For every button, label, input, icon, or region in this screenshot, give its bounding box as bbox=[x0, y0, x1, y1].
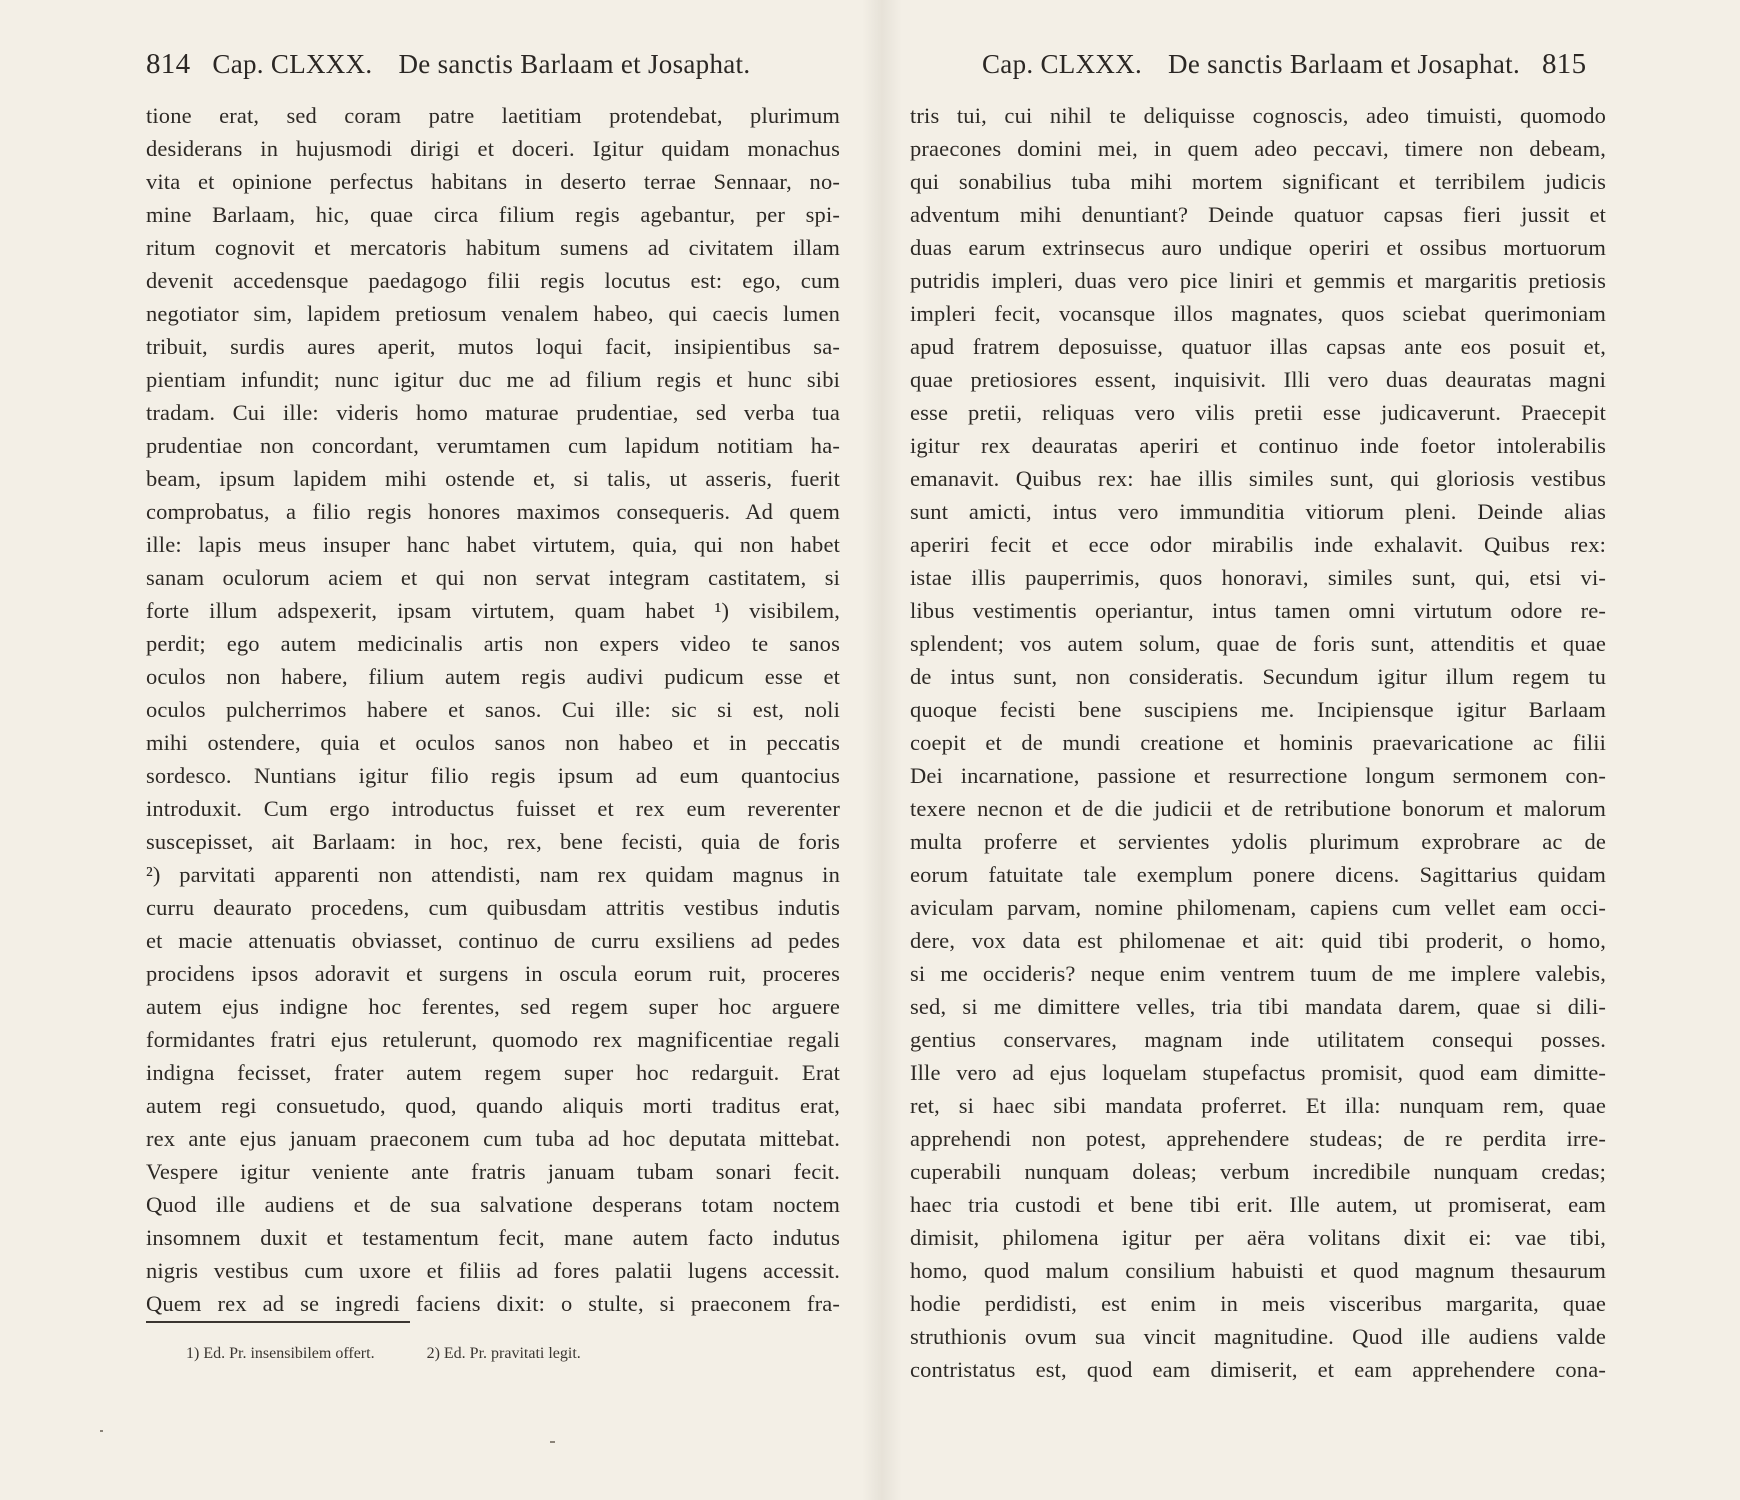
right-text-line: de intus sunt, non consideratis. Secundum igitur illum regem tu bbox=[910, 664, 1606, 689]
left-text-line: negotiator sim, lapidem pretiosum venalem habeo, qui caecis lumen bbox=[146, 301, 840, 326]
right-text-line: tris tui, cui nihil te deliquisse cognoscis, adeo timuisti, quomodo bbox=[910, 103, 1606, 128]
footnotes bbox=[186, 1345, 633, 1363]
left-text-line: autem ejus indigne hoc ferentes, sed regem super hoc arguere bbox=[146, 994, 840, 1019]
left-text-line: pientiam infundit; nunc igitur duc me ad filium regis et hunc sibi bbox=[146, 367, 840, 392]
left-text-line: oculos pulcherrimos habere et sanos. Cui ille: sic si est, noli bbox=[146, 697, 840, 722]
right-text-line: putridis impleri, duas vero pice liniri et gemmis et margaritis pretiosis bbox=[910, 268, 1606, 293]
left-text-line: introduxit. Cum ergo introductus fuisset et rex eum reverenter bbox=[146, 796, 840, 821]
right-text-line: homo, quod malum consilium habuisti et quod magnum thesaurum bbox=[910, 1258, 1606, 1283]
left-running-header bbox=[146, 48, 750, 81]
print-speck bbox=[100, 1430, 103, 1432]
right-text-line: texere necnon et de die judicii et de retributione bonorum et malorum bbox=[910, 796, 1606, 821]
left-body-text bbox=[146, 99, 840, 1320]
right-text-line: esse pretii, reliquas vero vilis pretii esse judicaverunt. Praecepit bbox=[910, 400, 1606, 425]
left-text-line: oculos non habere, filium autem regis audivi pudicum esse et bbox=[146, 664, 840, 689]
left-text-line: mihi ostendere, quia et oculos sanos non habeo et in peccatis bbox=[146, 730, 840, 755]
right-text-line: cuperabili nunquam doleas; verbum incredibile nunquam credas; bbox=[910, 1159, 1606, 1184]
right-chapter-title: De sanctis Barlaam et Josaphat. bbox=[1168, 49, 1520, 79]
left-text-line: ritum cognovit et mercatoris habitum sumens ad civitatem illam bbox=[146, 235, 840, 260]
right-text-line: impleri fecit, vocansque illos magnates, quos sciebat querimoniam bbox=[910, 301, 1606, 326]
right-text-line: multa proferre et servientes ydolis plurimum exprobrare ac de bbox=[910, 829, 1606, 854]
right-text-line: coepit et de mundi creatione et hominis praevaricatione ac filii bbox=[910, 730, 1606, 755]
left-text-line: indigna fecisset, frater autem regem super hoc redarguit. Erat bbox=[146, 1060, 840, 1085]
right-text-line: adventum mihi denuntiant? Deinde quatuor capsas fieri jussit et bbox=[910, 202, 1606, 227]
right-running-header bbox=[982, 48, 1586, 81]
left-text-line: perdit; ego autem medicinalis artis non expers video te sanos bbox=[146, 631, 840, 656]
right-text-line: aviculam parvam, nomine philomenam, capiens cum vellet eam occi- bbox=[910, 895, 1606, 920]
right-text-line: quoque fecisti bene suscipiens me. Incipiensque igitur Barlaam bbox=[910, 697, 1606, 722]
left-text-line: comprobatus, a filio regis honores maximos consequeris. Ad quem bbox=[146, 499, 840, 524]
right-text-line: qui sonabilius tuba mihi mortem significant et terribilem judicis bbox=[910, 169, 1606, 194]
right-text-line: Dei incarnatione, passione et resurrectione longum sermonem con- bbox=[910, 763, 1606, 788]
right-text-line: struthionis ovum sua vincit magnitudine. Quod ille audiens valde bbox=[910, 1324, 1606, 1349]
left-text-line: suscepisset, ait Barlaam: in hoc, rex, bene fecisti, quia de foris bbox=[146, 829, 840, 854]
right-text-line: hodie perdidisti, est enim in meis visceribus margarita, quae bbox=[910, 1291, 1606, 1316]
left-text-line: nigris vestibus cum uxore et filiis ad fores palatii lugens accessit. bbox=[146, 1258, 840, 1283]
left-text-line: beam, ipsum lapidem mihi ostende et, si talis, ut asseris, fuerit bbox=[146, 466, 840, 491]
right-text-line: aperiri fecit et ecce odor mirabilis inde exhalavit. Quibus rex: bbox=[910, 532, 1606, 557]
right-text-line: sunt amicti, intus vero immunditia vitiorum pleni. Deinde alias bbox=[910, 499, 1606, 524]
left-text-line: Quem rex ad se ingredi faciens dixit: o stulte, si praeconem fra- bbox=[146, 1291, 840, 1316]
print-speck bbox=[550, 1441, 555, 1443]
right-text-line: apprehendi non potest, apprehendere studeas; de re perdita irre- bbox=[910, 1126, 1606, 1151]
left-text-line: sanam oculorum aciem et qui non servat integram castitatem, si bbox=[146, 565, 840, 590]
left-text-line: Quod ille audiens et de sua salvatione desperans totam noctem bbox=[146, 1192, 840, 1217]
left-text-line: forte illum adspexerit, ipsam virtutem, quam habet ¹) visibilem, bbox=[146, 598, 840, 623]
left-text-line: mine Barlaam, hic, quae circa filium regis agebantur, per spi- bbox=[146, 202, 840, 227]
footnote-1: 1) Ed. Pr. insensibilem offert. bbox=[186, 1345, 375, 1362]
right-text-line: quae pretiosiores essent, inquisivit. Illi vero duas deauratas magni bbox=[910, 367, 1606, 392]
right-text-line: ret, si haec sibi mandata proferret. Et illa: nunquam rem, quae bbox=[910, 1093, 1606, 1118]
right-text-line: duas earum extrinsecus auro undique operiri et ossibus mortuorum bbox=[910, 235, 1606, 260]
left-text-line: tione erat, sed coram patre laetitiam protendebat, plurimum bbox=[146, 103, 840, 128]
left-text-line: insomnem duxit et testamentum fecit, mane autem facto indutus bbox=[146, 1225, 840, 1250]
right-text-line: sed, si me dimittere velles, tria tibi mandata darem, quae si dili- bbox=[910, 994, 1606, 1019]
right-chapter-label: Cap. CLXXX. bbox=[982, 49, 1143, 79]
left-text-line: rex ante ejus januam praeconem cum tuba ad hoc deputata mittebat. bbox=[146, 1126, 840, 1151]
left-text-line: curru deaurato procedens, cum quibusdam attritis vestibus indutis bbox=[146, 895, 840, 920]
right-text-line: igitur rex deauratas aperiri et continuo inde foetor intolerabilis bbox=[910, 433, 1606, 458]
left-text-line: desiderans in hujusmodi dirigi et doceri. Igitur quidam monachus bbox=[146, 136, 840, 161]
right-text-line: dere, vox data est philomenae et ait: quid tibi proderit, o homo, bbox=[910, 928, 1606, 953]
left-text-line: tradam. Cui ille: videris homo maturae prudentiae, sed verba tua bbox=[146, 400, 840, 425]
right-body-text bbox=[910, 99, 1606, 1386]
left-text-line: et macie attenuatis obviasset, continuo de curru exsiliens ad pedes bbox=[146, 928, 840, 953]
right-text-line: praecones domini mei, in quem adeo peccavi, timere non debeam, bbox=[910, 136, 1606, 161]
left-text-line: ²) parvitati apparenti non attendisti, nam rex quidam magnus in bbox=[146, 862, 840, 887]
left-text-line: sordesco. Nuntians igitur filio regis ipsum ad eum quantocius bbox=[146, 763, 840, 788]
right-text-line: si me occideris? neque enim ventrem tuum de me implere valebis, bbox=[910, 961, 1606, 986]
left-text-line: autem regi consuetudo, quod, quando aliquis morti traditus erat, bbox=[146, 1093, 840, 1118]
left-text-line: devenit accedensque paedagogo filii regis locutus est: ego, cum bbox=[146, 268, 840, 293]
right-page bbox=[870, 0, 1740, 1500]
right-text-line: apud fratrem deposuisse, quatuor illas capsas ante eos posuit et, bbox=[910, 334, 1606, 359]
left-text-line: tribuit, surdis aures aperit, mutos loqui facit, insipientibus sa- bbox=[146, 334, 840, 359]
left-page-number: 814 bbox=[146, 48, 191, 80]
right-text-line: libus vestimentis operiantur, intus tamen omni virtutum odore re- bbox=[910, 598, 1606, 623]
right-text-line: splendent; vos autem solum, quae de foris sunt, attenditis et quae bbox=[910, 631, 1606, 656]
left-chapter-label: Cap. CLXXX. bbox=[212, 49, 373, 79]
right-text-line: Ille vero ad ejus loquelam stupefactus promisit, quod eam dimitte- bbox=[910, 1060, 1606, 1085]
right-text-line: emanavit. Quibus rex: hae illis similes sunt, qui gloriosis vestibus bbox=[910, 466, 1606, 491]
left-chapter-title: De sanctis Barlaam et Josaphat. bbox=[398, 49, 751, 79]
left-text-line: prudentiae non concordant, verumtamen cum lapidum notitiam ha- bbox=[146, 433, 840, 458]
right-text-line: contristatus est, quod eam dimiserit, et eam apprehendere cona- bbox=[910, 1357, 1606, 1382]
right-text-line: istae illis pauperrimis, quos honoravi, similes sunt, qui, etsi vi- bbox=[910, 565, 1606, 590]
right-text-line: haec tria custodi et bene tibi erit. Ille autem, ut promiserat, eam bbox=[910, 1192, 1606, 1217]
right-text-line: eorum fatuitate tale exemplum ponere dicens. Sagittarius quidam bbox=[910, 862, 1606, 887]
right-text-line: dimisit, philomena igitur per aëra volitans dixit ei: vae tibi, bbox=[910, 1225, 1606, 1250]
footnote-2: 2) Ed. Pr. pravitati legit. bbox=[426, 1345, 581, 1362]
left-text-line: Vespere igitur veniente ante fratris januam tubam sonari fecit. bbox=[146, 1159, 840, 1184]
footnote-rule bbox=[146, 1321, 410, 1323]
left-text-line: vita et opinione perfectus habitans in deserto terrae Sennaar, no- bbox=[146, 169, 840, 194]
left-text-line: procidens ipsos adoravit et surgens in oscula eorum ruit, proceres bbox=[146, 961, 840, 986]
right-page-number: 815 bbox=[1542, 48, 1587, 80]
left-text-line: ille: lapis meus insuper hanc habet virtutem, quia, qui non habet bbox=[146, 532, 840, 557]
left-text-line: formidantes fratri ejus retulerunt, quomodo rex magnificentiae regali bbox=[146, 1027, 840, 1052]
right-text-line: gentius conservares, magnam inde utilitatem consequi posses. bbox=[910, 1027, 1606, 1052]
